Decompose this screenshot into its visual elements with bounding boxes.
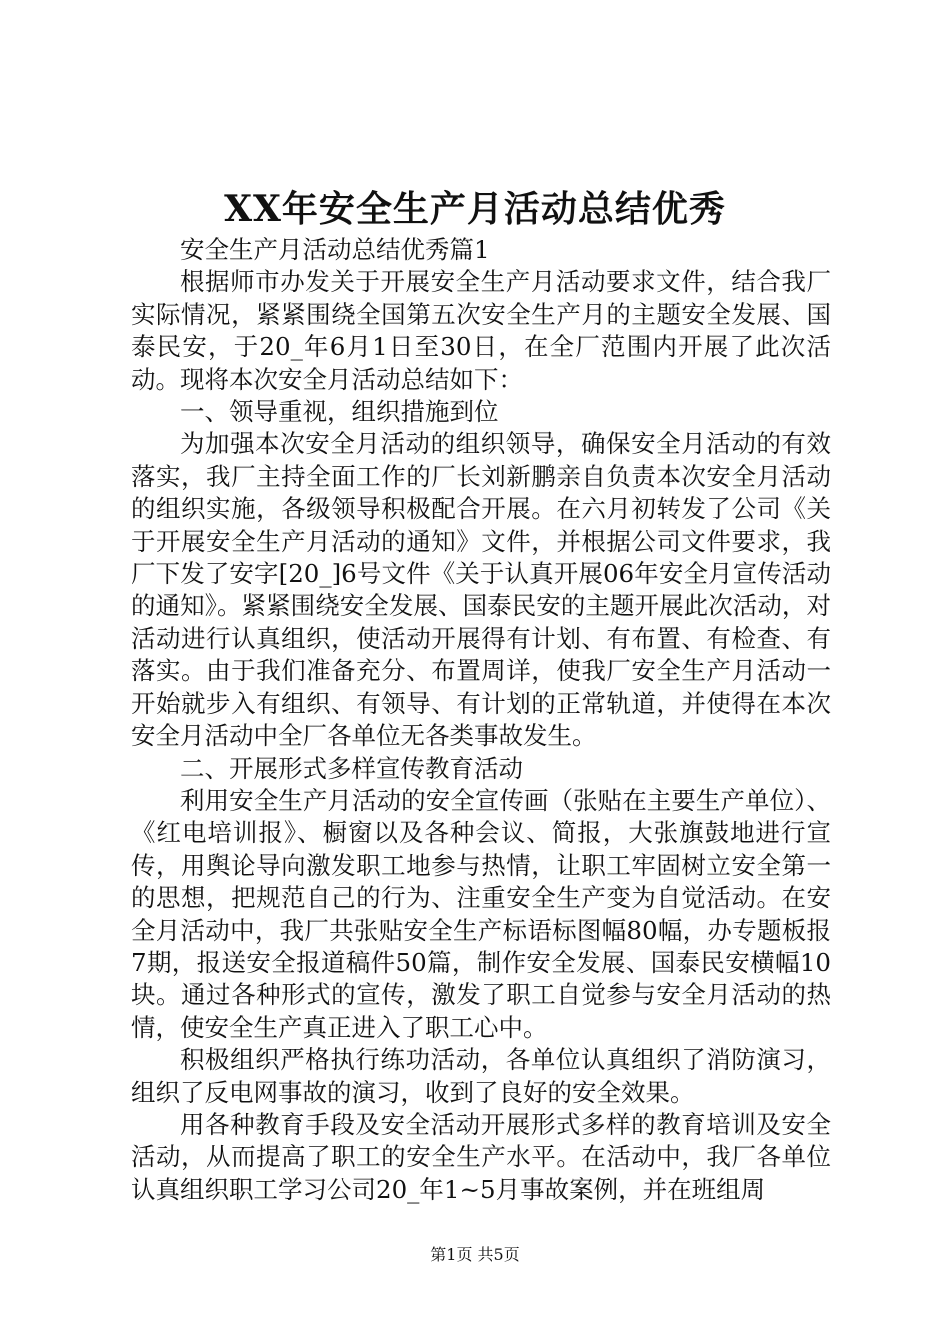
drill-paragraph: 积极组织严格执行练功活动，各单位认真组织了消防演习，组织了反电网事故的演习，收到了良好的安全效果。 bbox=[131, 1045, 831, 1107]
training-paragraph: 用各种教育手段及安全活动开展形式多样的教育培训及安全活动，从而提高了职工的安全生产水平。在活动中，我厂各单位认真组织职工学习公司20_年1~5月事故案例，并在班组周 bbox=[131, 1109, 831, 1204]
publicity-paragraph: 利用安全生产月活动的安全宣传画（张贴在主要生产单位）、《红电培训报》、橱窗以及各种会议、简报，大张旗鼓地进行宣传，用舆论导向激发职工地参与热情，让职工牢固树立安全第一的思想，把规范自己的行为、注重安全生产变为自觉活动。在安全月活动中，我厂共张贴安全生产标语标图幅80幅，办专题板报7期，报送安全报道稿件50篇，制作安全发展、国泰民安横幅10块。通过各种形式的宣传，激发了职工自觉参与安全月活动的热情，使安全生产真正进入了职工心中。 bbox=[131, 785, 831, 1042]
section-heading-publicity: 二、开展形式多样宣传教育活动 bbox=[180, 753, 523, 783]
section-heading-part1: 安全生产月活动总结优秀篇1 bbox=[180, 235, 490, 264]
page-number-footer: 第1页 共5页 bbox=[430, 1245, 520, 1264]
document-body bbox=[131, 234, 831, 1206]
section-heading-leadership: 一、领导重视，组织措施到位 bbox=[180, 397, 499, 427]
document-title: XX年安全生产月活动总结优秀 bbox=[224, 188, 726, 230]
leadership-paragraph: 为加强本次安全月活动的组织领导，确保安全月活动的有效落实，我厂主持全面工作的厂长刘新鹏亲自负责本次安全月活动的组织实施，各级领导积极配合开展。在六月初转发了公司《关于开展安全生产月活动的通知》文件，并根据公司文件要求，我厂下发了安字[20_]6号文件《关于认真开展06年安全月宣传活动的通知》。紧紧围绕安全发展、国泰民安的主题开展此次活动，对活动进行认真组织，使活动开展得有计划、有布置、有检查、有落实。由于我们准备充分、布置周详，使我厂安全生产月活动一开始就步入有组织、有领导、有计划的正常轨道，并使得在本次安全月活动中全厂各单位无各类事故发生。 bbox=[131, 429, 831, 751]
intro-paragraph: 根据师市办发关于开展安全生产月活动要求文件，结合我厂实际情况，紧紧围绕全国第五次安全生产月的主题安全发展、国泰民安，于20_年6月1日至30日，在全厂范围内开展了此次活动。现将本次安全月活动总结如下： bbox=[131, 267, 831, 394]
